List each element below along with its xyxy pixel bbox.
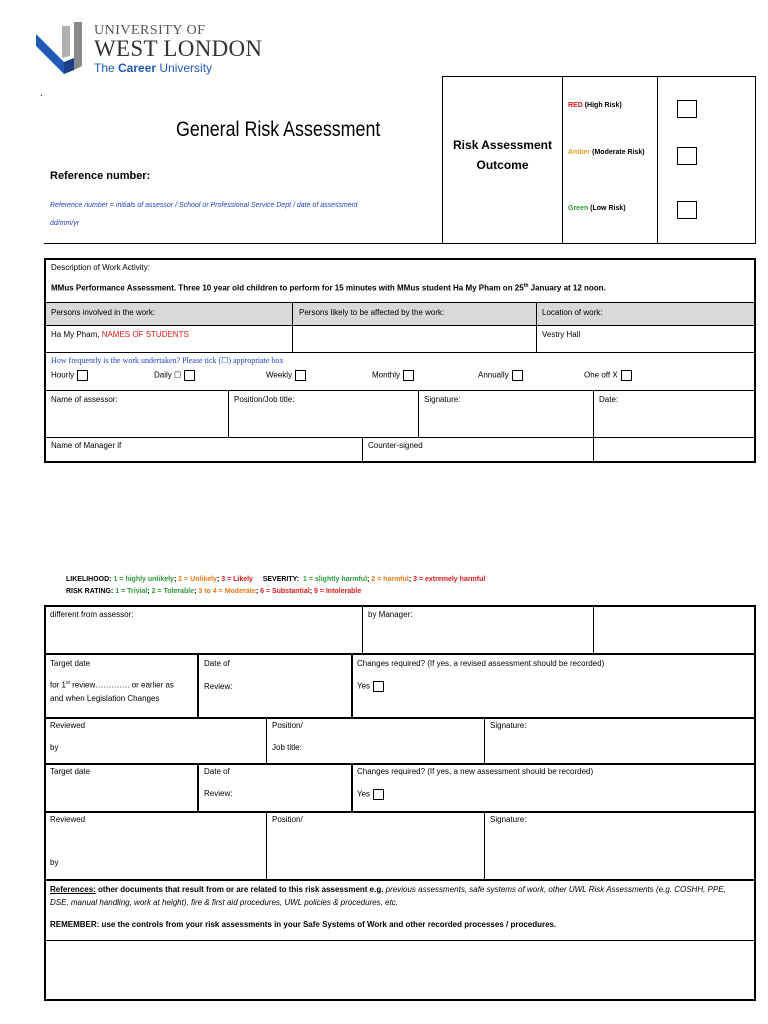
- row-divider: [46, 352, 754, 353]
- col-divider: [484, 719, 485, 763]
- yes-option-2: Yes: [357, 789, 384, 800]
- frequency-question: How frequently is the work undertaken? Please tick (☐) appropriate box: [51, 356, 284, 365]
- countersigned-label: Counter-signed: [368, 441, 423, 450]
- location-label: Location of work:: [542, 308, 603, 317]
- freq-weekly: Weekly: [266, 370, 306, 381]
- job-title-label: Job title:: [272, 743, 302, 752]
- risk-rating-legend: RISK RATING: 1 = Trivial; 2 = Tolerable; 3 to 4 = Moderate; 6 = Substantial; 9 = Intolerable: [66, 588, 362, 595]
- reviewed-label: Reviewed: [50, 721, 86, 730]
- freq-daily: Daily ☐: [154, 370, 195, 381]
- yes-checkbox-1[interactable]: [373, 681, 384, 692]
- logo-mark-icon: [34, 20, 90, 76]
- row-divider: [46, 325, 754, 326]
- page-title: General Risk Assessment: [176, 118, 381, 141]
- risk-outcome-box: [442, 76, 756, 244]
- logo-line2: WEST LONDON: [94, 36, 263, 61]
- persons-affected-label: Persons likely to be affected by the work:: [299, 308, 445, 317]
- description-text: MMus Performance Assessment. Three 10 year old children to perform for 15 minutes with MMus student Ha My Pham on 25th January at 12 noon.: [51, 283, 606, 293]
- by-label: by: [50, 743, 59, 752]
- stray-dot: .: [40, 88, 43, 99]
- col-divider: [266, 719, 267, 763]
- col-divider: [593, 607, 594, 653]
- date-of-label: Date of: [204, 659, 230, 668]
- row-divider: [46, 717, 754, 719]
- reference-hint-line1: Reference number = initials of assessor / School or Professional Service Dept / date of assessment: [50, 202, 358, 209]
- col-divider: [351, 655, 353, 717]
- col-divider: [362, 607, 363, 653]
- row-divider: [46, 763, 754, 765]
- reference-hint-line2: dd/mm/yr: [50, 220, 80, 227]
- university-logo: [34, 20, 284, 80]
- col-divider: [362, 438, 363, 463]
- references-text: References: other documents that result from or are related to this risk assessment e.g. previous assessments, safe systems of work, other UWL Risk Assessments (e.g. COSHH, PPE, DSE, manual handling, work at height), fire & first aid procedures, UWL policies & procedures, etc.: [50, 885, 726, 907]
- signature-label: Signature:: [490, 721, 527, 730]
- outcome-divider-2: [657, 77, 658, 243]
- col-divider: [593, 391, 594, 463]
- row-divider: [46, 653, 754, 655]
- outcome-amber-label: Amber (Moderate Risk): [568, 149, 645, 156]
- row-divider: [46, 811, 754, 813]
- date-of-label: Date of: [204, 767, 230, 776]
- remember-text: REMEMBER: use the controls from your risk assessments in your Safe Systems of Work and other recorded processes / procedures.: [50, 920, 557, 929]
- freq-monthly: Monthly: [372, 370, 414, 381]
- outcome-red-checkbox[interactable]: [677, 100, 697, 118]
- description-label: Description of Work Activity:: [51, 263, 150, 272]
- row-divider: [46, 390, 754, 391]
- by-manager-label: by Manager:: [368, 610, 413, 619]
- row-divider: [46, 879, 754, 881]
- signature-label: Signature:: [424, 395, 461, 404]
- freq-annually-checkbox[interactable]: [512, 370, 523, 381]
- position-slash-label: Position/: [272, 721, 303, 730]
- reviewed-label: Reviewed: [50, 815, 86, 824]
- signature-label: Signature:: [490, 815, 527, 824]
- first-review-text: for 1st review…………. or earlier as: [50, 680, 174, 690]
- freq-daily-checkbox[interactable]: [184, 370, 195, 381]
- outcome-green-checkbox[interactable]: [677, 201, 697, 219]
- review-label: Review:: [204, 682, 233, 691]
- yes-option-1: Yes: [357, 681, 384, 692]
- freq-annually: Annually: [478, 370, 523, 381]
- target-date-label: Target date: [50, 767, 91, 776]
- outcome-green-label: Green (Low Risk): [568, 205, 626, 212]
- work-activity-form: [44, 258, 756, 463]
- location-value: Vestry Hall: [542, 330, 581, 339]
- logo-tagline: The Career University: [94, 61, 213, 75]
- freq-hourly: Hourly: [51, 370, 88, 381]
- manager-label: Name of Manager if: [51, 441, 122, 450]
- freq-oneoff-checkbox[interactable]: [621, 370, 632, 381]
- col-divider: [266, 813, 267, 879]
- review-label: Review:: [204, 789, 233, 798]
- changes-new-label: Changes required? (If yes, a new assessment should be recorded): [357, 767, 594, 776]
- freq-monthly-checkbox[interactable]: [403, 370, 414, 381]
- col-divider: [197, 655, 199, 717]
- col-divider: [228, 391, 229, 438]
- persons-involved-value: Ha My Pham, NAMES OF STUDENTS: [51, 330, 189, 339]
- col-divider: [351, 765, 353, 811]
- position-label: Position/Job title:: [234, 395, 295, 404]
- row-divider: [46, 940, 754, 941]
- outcome-divider-1: [562, 77, 563, 243]
- by-label: by: [50, 858, 59, 867]
- assessor-label: Name of assessor:: [51, 395, 118, 404]
- col-divider: [484, 813, 485, 879]
- outcome-amber-checkbox[interactable]: [677, 147, 697, 165]
- col-divider: [536, 303, 537, 352]
- freq-weekly-checkbox[interactable]: [295, 370, 306, 381]
- col-divider: [292, 303, 293, 352]
- col-divider: [197, 765, 199, 811]
- logo-line1: UNIVERSITY OF: [94, 23, 206, 38]
- persons-involved-label: Persons involved in the work:: [51, 308, 156, 317]
- changes-revised-label: Changes required? (If yes, a revised assessment should be recorded): [357, 659, 605, 668]
- review-form: [44, 605, 756, 1001]
- position-slash-label: Position/: [272, 815, 303, 824]
- risk-outcome-label: Risk Assessment Outcome: [453, 138, 552, 172]
- row-divider: [46, 437, 754, 438]
- different-from-assessor-label: different from assessor:: [50, 610, 134, 619]
- date-label: Date:: [599, 395, 619, 404]
- col-divider: [418, 391, 419, 438]
- legislation-text: and when Legislation Changes: [50, 694, 160, 703]
- reference-number-label: Reference number:: [50, 170, 151, 182]
- freq-hourly-checkbox[interactable]: [77, 370, 88, 381]
- outcome-red-label: RED (High Risk): [568, 102, 622, 109]
- yes-checkbox-2[interactable]: [373, 789, 384, 800]
- likelihood-legend: LIKELIHOOD: 1 = highly unlikely; 2 = Unlikely; 3 = Likely SEVERITY: 1 = slightly harmful; 2 = harmful; 3 = extremely harmful: [66, 576, 486, 583]
- target-date-label: Target date: [50, 659, 91, 668]
- freq-oneoff: One off X: [584, 370, 632, 381]
